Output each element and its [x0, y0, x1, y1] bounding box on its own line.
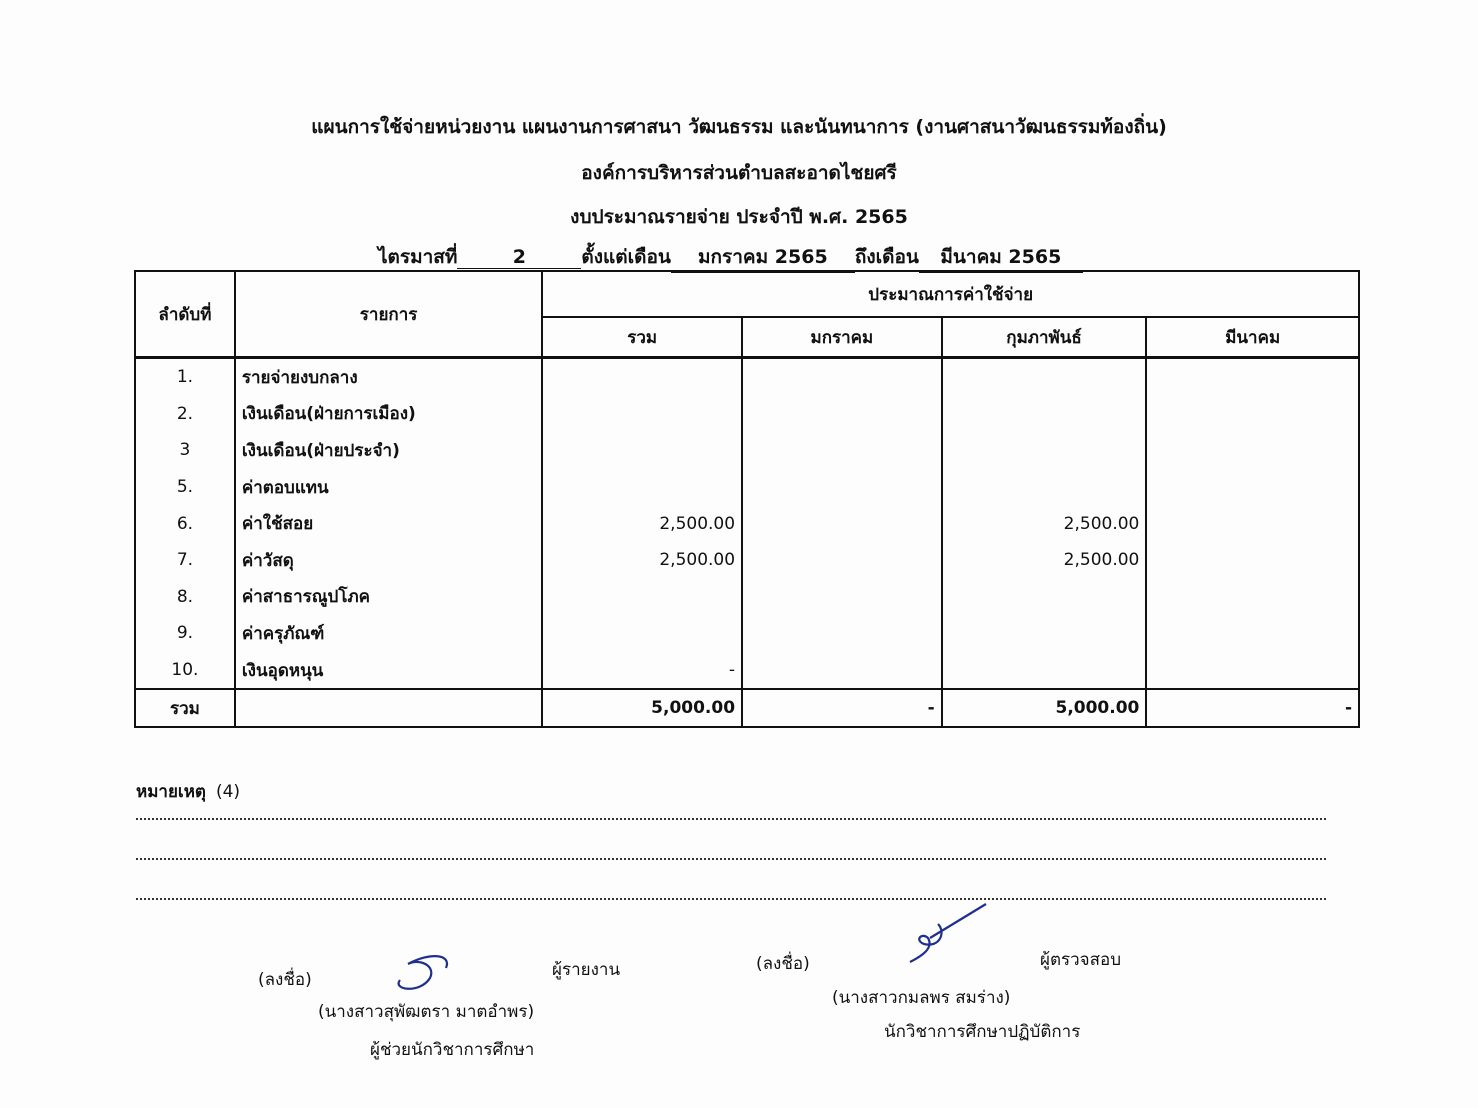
total-item-empty [235, 689, 542, 727]
row-march [1146, 358, 1359, 396]
table-row [135, 615, 1359, 652]
row-no: 1. [135, 358, 235, 396]
row-no: 2. [135, 396, 235, 433]
remarks-dotted-line [136, 898, 1326, 900]
col-header-item: รายการ [235, 271, 542, 358]
row-march [1146, 396, 1359, 433]
row-item: รายจ่ายงบกลาง [235, 358, 542, 396]
row-march [1146, 542, 1359, 579]
remarks-label: หมายเหตุ (4) [136, 782, 241, 802]
row-no: 6. [135, 505, 235, 542]
row-item: เงินอุดหนุน [235, 652, 542, 690]
row-january [742, 469, 942, 506]
table-row [135, 396, 1359, 433]
reporter-sign-label: (ลงชื่อ) [258, 970, 312, 990]
row-total [542, 615, 742, 652]
row-total [542, 579, 742, 616]
quarter-value: 2 [457, 246, 581, 269]
row-february: 2,500.00 [942, 542, 1147, 579]
quarter-label: ไตรมาสที่ [378, 246, 458, 268]
col-header-february: กุมภาพันธ์ [942, 317, 1147, 358]
col-header-january: มกราคม [742, 317, 942, 358]
row-january [742, 579, 942, 616]
row-total [542, 432, 742, 469]
row-march [1146, 652, 1359, 690]
row-no: 7. [135, 542, 235, 579]
inspector-sign-label: (ลงชื่อ) [756, 954, 810, 974]
row-total [542, 469, 742, 506]
row-february [942, 396, 1147, 433]
row-total: - [542, 652, 742, 690]
remarks-number: (4) [215, 782, 241, 802]
from-label: ตั้งแต่เดือน [581, 246, 671, 268]
row-item: ค่าตอบแทน [235, 469, 542, 506]
table-row [135, 542, 1359, 579]
col-header-no: ลำดับที่ [135, 271, 235, 358]
row-total [542, 396, 742, 433]
row-february [942, 469, 1147, 506]
row-february [942, 579, 1147, 616]
row-total: 2,500.00 [542, 505, 742, 542]
from-value: มกราคม 2565 [671, 242, 855, 273]
row-item: เงินเดือน(ฝ่ายประจำ) [235, 432, 542, 469]
row-item: ค่าใช้สอย [235, 505, 542, 542]
organization-name: องค์การบริหารส่วนตำบลสะอาดไชยศรี [581, 162, 897, 184]
inspector-signature [900, 898, 1000, 970]
row-january [742, 505, 942, 542]
reporter-signature [390, 948, 480, 998]
remarks-dotted-line [136, 858, 1326, 860]
inspector-name: (นางสาวกมลพร สมร่าง) [832, 988, 1011, 1008]
row-no: 10. [135, 652, 235, 690]
row-january [742, 396, 942, 433]
row-january [742, 432, 942, 469]
total-january: - [742, 689, 942, 727]
row-item: ค่าสาธารณูปโภค [235, 579, 542, 616]
table-row [135, 432, 1359, 469]
total-february: 5,000.00 [942, 689, 1147, 727]
total-sum: 5,000.00 [542, 689, 742, 727]
to-label: ถึงเดือน [854, 246, 919, 268]
inspector-role: ผู้ตรวจสอบ [1040, 950, 1122, 970]
row-february: 2,500.00 [942, 505, 1147, 542]
table-row [135, 652, 1359, 690]
budget-year: งบประมาณรายจ่าย ประจำปี พ.ศ. 2565 [570, 206, 908, 228]
reporter-position: ผู้ช่วยนักวิชาการศึกษา [370, 1040, 535, 1060]
col-header-march: มีนาคม [1146, 317, 1359, 358]
row-march [1146, 432, 1359, 469]
table-row [135, 358, 1359, 396]
budget-table [134, 270, 1360, 728]
total-march: - [1146, 689, 1359, 727]
row-item: ค่าวัสดุ [235, 542, 542, 579]
row-february [942, 358, 1147, 396]
period-line [378, 242, 1083, 273]
table-row [135, 469, 1359, 506]
row-january [742, 652, 942, 690]
row-february [942, 432, 1147, 469]
row-february [942, 652, 1147, 690]
inspector-position: นักวิชาการศึกษาปฏิบัติการ [884, 1022, 1081, 1042]
total-row [135, 689, 1359, 727]
row-march [1146, 505, 1359, 542]
row-no: 8. [135, 579, 235, 616]
total-label: รวม [135, 689, 235, 727]
row-march [1146, 579, 1359, 616]
row-january [742, 358, 942, 396]
table-row [135, 505, 1359, 542]
table-row [135, 579, 1359, 616]
row-total: 2,500.00 [542, 542, 742, 579]
row-no: 5. [135, 469, 235, 506]
reporter-name: (นางสาวสุพัฒตรา มาตอำพร) [318, 1002, 535, 1022]
row-january [742, 615, 942, 652]
row-january [742, 542, 942, 579]
col-header-estimate: ประมาณการค่าใช้จ่าย [542, 271, 1359, 317]
col-header-total: รวม [542, 317, 742, 358]
row-march [1146, 615, 1359, 652]
row-no: 9. [135, 615, 235, 652]
to-value: มีนาคม 2565 [919, 242, 1083, 273]
remarks-dotted-line [136, 818, 1326, 820]
row-total [542, 358, 742, 396]
document-title: แผนการใช้จ่ายหน่วยงาน แผนงานการศาสนา วัฒนธรรม และนันทนาการ (งานศาสนาวัฒนธรรมท้องถิ่น) [311, 116, 1167, 138]
reporter-role: ผู้รายงาน [552, 960, 621, 980]
row-item: ค่าครุภัณฑ์ [235, 615, 542, 652]
row-item: เงินเดือน(ฝ่ายการเมือง) [235, 396, 542, 433]
row-no: 3 [135, 432, 235, 469]
row-march [1146, 469, 1359, 506]
row-february [942, 615, 1147, 652]
